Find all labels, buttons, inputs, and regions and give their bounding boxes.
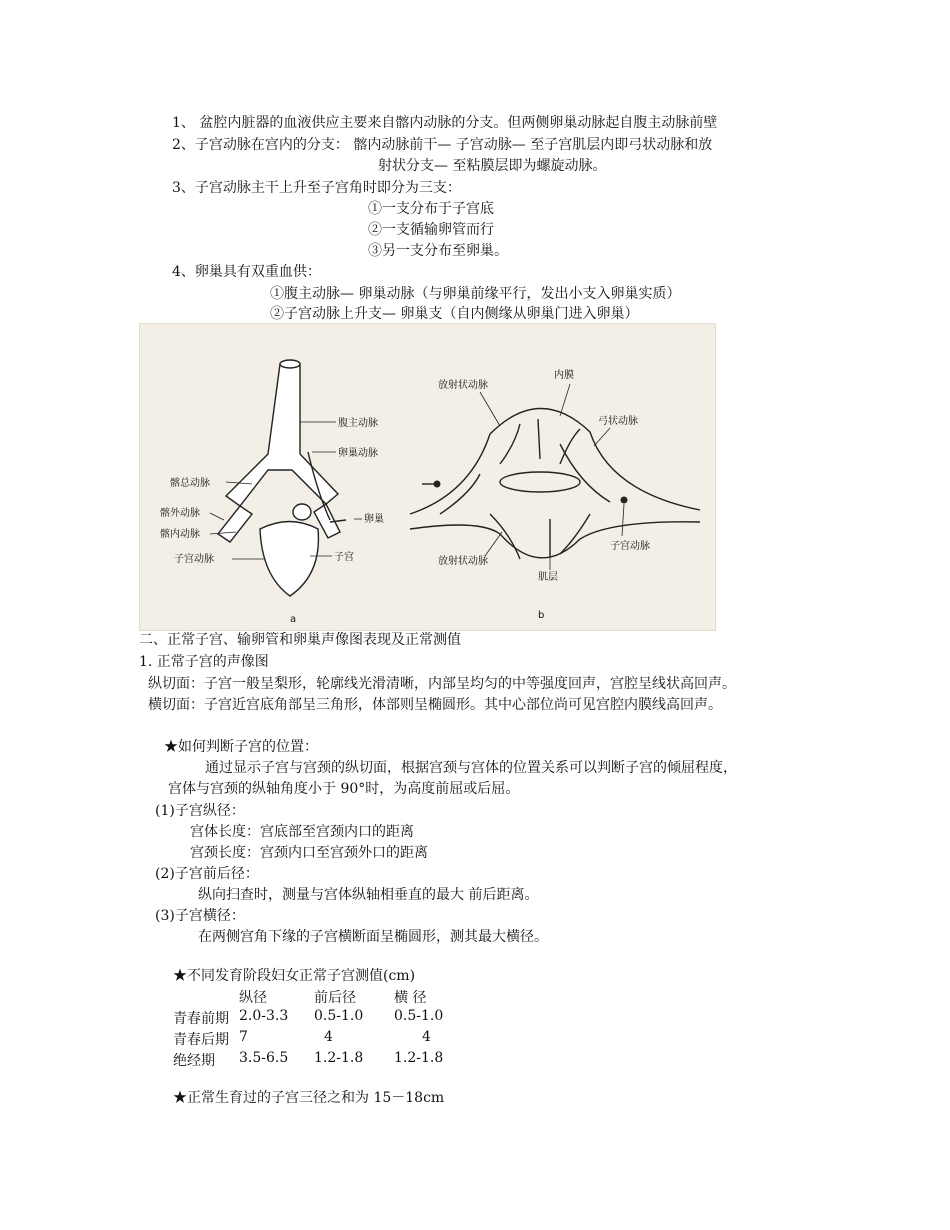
para-2-line-2: 射状分支— 至粘膜层即为螺旋动脉。 <box>378 158 607 174</box>
table-cell: 7 <box>239 1029 248 1045</box>
table-cell: 1.2-1.8 <box>314 1050 364 1066</box>
measure-2-title: (2)子宫前后径： <box>155 866 259 882</box>
measure-1-body-length: 宫体长度：宫底部至宫颈内口的距离 <box>190 824 414 840</box>
measure-3-body: 在两侧宫角下缘的子宫横断面呈椭圆形，测其最大横径。 <box>198 929 548 945</box>
para-3: 3、子宫动脉主干上升至子宫角时即分为三支： <box>172 180 461 196</box>
label-abdominal-aorta: 腹主动脉 <box>338 418 378 429</box>
supply-item-1: ①腹主动脉— 卵巢动脉（与卵巢前缘平行，发出小支入卵巢实质） <box>270 286 681 302</box>
table-header-cell <box>173 987 239 1008</box>
table-cell: 4 <box>324 1029 333 1045</box>
uterine-artery-diagram <box>140 324 715 630</box>
table-cell: 绝经期 <box>173 1053 215 1069</box>
label-radial-artery-bottom: 放射状动脉 <box>438 556 488 567</box>
anatomy-figure <box>139 323 716 631</box>
table-row <box>173 1029 443 1050</box>
table-cell: 3.5-6.5 <box>239 1050 289 1066</box>
three-diameter-sum-note: ★正常生育过的子宫三径之和为 15－18cm <box>173 1090 445 1106</box>
position-judgment-line-2: 宫体与宫颈的纵轴角度小于 90°时，为高度前屈或后屈。 <box>168 781 520 797</box>
caption-b: b <box>538 610 545 621</box>
table-cell: 青春后期 <box>173 1032 229 1048</box>
label-arcuate-artery: 弓状动脉 <box>598 416 638 427</box>
vessel-dot-right <box>621 497 628 504</box>
table-cell: 青春前期 <box>173 1011 229 1027</box>
table-header-cell: 纵径 <box>239 990 267 1006</box>
label-external-iliac: 髂外动脉 <box>160 508 200 519</box>
label-endometrium: 内膜 <box>554 370 574 381</box>
table-cell: 2.0-3.3 <box>239 1008 289 1024</box>
transverse-section-text: 横切面：子宫近宫底角部呈三角形，体部则呈椭圆形。其中心部位尚可见宫腔内膜线高回声。 <box>148 697 722 713</box>
label-uterine-artery-a: 子宫动脉 <box>174 554 214 565</box>
label-radial-artery-top: 放射状动脉 <box>438 380 488 391</box>
label-leaders-b <box>480 384 624 570</box>
label-ovary: 卵巢 <box>364 514 384 525</box>
measurement-table-title: ★不同发育阶段妇女正常子宫测值(cm) <box>173 968 416 984</box>
supply-item-2: ②子宫动脉上升支— 卵巢支（自内侧缘从卵巢门进入卵巢） <box>270 306 639 322</box>
branch-item-3: ③另一支分布至卵巢。 <box>368 243 508 259</box>
table-row <box>173 1008 443 1029</box>
label-uterine-artery-b: 子宫动脉 <box>610 541 650 552</box>
label-myometrium: 肌层 <box>538 572 558 583</box>
measure-3-title: (3)子宫横径： <box>155 908 245 924</box>
table-header-cell: 前后径 <box>314 990 356 1006</box>
table-cell: 4 <box>422 1029 431 1045</box>
measurement-table <box>173 987 443 1071</box>
label-common-iliac: 髂总动脉 <box>170 478 210 489</box>
table-cell: 0.5-1.0 <box>394 1008 444 1024</box>
para-1: 1、 盆腔内脏器的血液供应主要来自髂内动脉的分支。但两侧卵巢动脉起自腹主动脉前壁 <box>172 115 718 131</box>
para-2-line-1: 2、子宫动脉在宫内的分支： 髂内动脉前干— 子宫动脉— 至子宫肌层内即弓状动脉和放 <box>172 137 713 153</box>
measure-2-body: 纵向扫查时，测量与宫体纵轴相垂直的最大 前后距离。 <box>198 887 539 903</box>
label-uterus: 子宫 <box>334 552 354 563</box>
para-4: 4、卵巢具有双重血供： <box>172 264 321 280</box>
table-row <box>173 1050 443 1071</box>
subsection-1-title: 1. 正常子宫的声像图 <box>139 654 269 670</box>
section-2-title: 二、正常子宫、输卵管和卵巢声像图表现及正常测值 <box>139 632 461 648</box>
aorta-tree-drawing <box>218 360 346 596</box>
label-ovarian-artery: 卵巢动脉 <box>338 448 378 459</box>
measure-1-title: (1)子宫纵径： <box>155 803 245 819</box>
position-judgment-line-1: 通过显示子宫与宫颈的纵切面，根据宫颈与宫体的位置关系可以判断子宫的倾屈程度， <box>205 760 737 776</box>
vessel-dot-left <box>434 481 441 488</box>
table-cell: 1.2-1.8 <box>394 1050 444 1066</box>
label-internal-iliac: 髂内动脉 <box>160 529 200 540</box>
uterine-wall-drawing <box>410 408 700 559</box>
caption-a: a <box>290 614 297 625</box>
table-cell: 0.5-1.0 <box>314 1008 364 1024</box>
table-header-row <box>173 987 443 1008</box>
measure-1-cervix-length: 宫颈长度：宫颈内口至宫颈外口的距离 <box>190 845 428 861</box>
branch-item-2: ②一支循输卵管而行 <box>368 222 494 238</box>
longitudinal-section-text: 纵切面：子宫一般呈梨形，轮廓线光滑清晰，内部呈均匀的中等强度回声，宫腔呈线状高回声。 <box>148 676 736 692</box>
position-judgment-title: ★如何判断子宫的位置： <box>164 739 318 755</box>
table-header-cell: 横 径 <box>394 990 427 1006</box>
branch-item-1: ①一支分布于子宫底 <box>368 201 494 217</box>
